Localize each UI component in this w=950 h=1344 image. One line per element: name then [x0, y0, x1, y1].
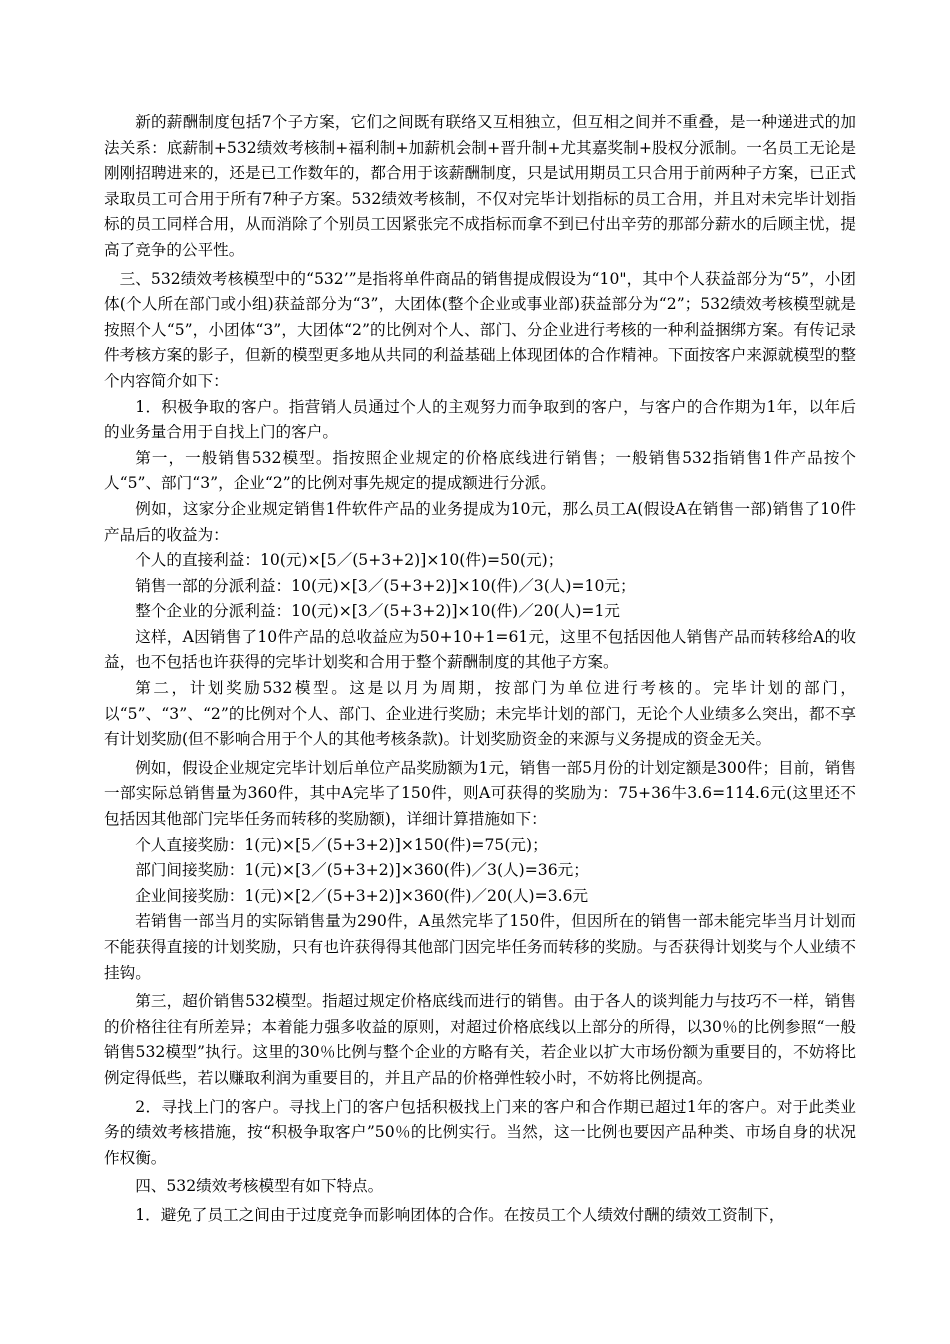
formula-personal-benefit: 个人的直接利益：10(元)×[5／(5+3+2)]×10(件)=50(元)；	[135, 551, 564, 570]
formula-company-reward: 企业间接奖励：1(元)×[2／(5+3+2)]×360(件)／20(人)=3.6元	[135, 886, 589, 905]
formula-personal-reward: 个人直接奖励：1(元)×[5／(5+3+2)]×150(件)=75(元)；	[135, 835, 548, 854]
paragraph-example-1: 例如，这家分企业规定销售1件软件产品的业务提成为10元，那么员工A(假设A在销售一部)销售了10件产品后的收益为：	[104, 499, 856, 544]
paragraph-section-3-heading: 三、532绩效考核模型中的“532’”是指将单件商品的销售提成假设为“10"，其中个人获益部分为“5”，小团体(个人所在部门或小组)获益部分为“3”，大团体(整个企业或事业部)获益部分为“2”；532绩效考核模型就是按照个人“5”，小团体“3”，大团体“2”的比例对个人、部门、分企业进行考核的一种利益捆绑方案。有传记录件考核方案的影子，但新的模型更多地从共同的利益基础上体现团体的合作精神。下面按客户来源就模型的整个内容简介如下：	[104, 269, 856, 390]
paragraph-unmet-plan: 若销售一部当月的实际销售量为290件，A虽然完毕了150件，但因所在的销售一部未能完毕当月计划而不能获得直接的计划奖励，只有也许获得得其他部门因完毕任务而转移的奖励。与否获得计划奖与个人业绩不挂钩。	[104, 912, 856, 982]
paragraph-feature-1: 1．避免了员工之间由于过度竞争而影响团体的合作。在按员工个人绩效付酬的绩效工资制下，	[135, 1205, 785, 1224]
formula-company-benefit: 整个企业的分派利益：10(元)×[3／(5+3+2)]×10(件)／20(人)=1元	[135, 602, 620, 621]
document-page	[104, 110, 856, 1229]
paragraph-premium-sales-model: 第三，超价销售532模型。指超过规定价格底线而进行的销售。由于各人的谈判能力与技巧不一样，销售的价格往往有所差异；本着能力强多收益的原则，对超过价格底线以上部分的所得，以30％的比例参照“一般销售532模型”执行。这里的30％比例与整个企业的方略有关，若企业以扩大市场份额为重要目的，不妨将比例定得低些，若以赚取利润为重要目的，并且产品的价格弹性较小时，不妨将比例提高。	[104, 992, 856, 1087]
paragraph-section-4-heading: 四、532绩效考核模型有如下特点。	[135, 1177, 384, 1196]
paragraph-walk-in-clients: 2．寻找上门的客户。寻找上门的客户包括积极找上门来的客户和合作期已超过1年的客户。对于此类业务的绩效考核措施，按“积极争取客户”50％的比例实行。当然，这一比例也要因产品种类、市场自身的状况作权衡。	[104, 1097, 856, 1167]
paragraph-salary-intro: 新的薪酬制度包括7个子方案，它们之间既有联络又互相独立，但互相之间并不重叠，是一种递进式的加法关系：底薪制+532绩效考核制+福利制+加薪机会制+晋升制+尤其嘉奖制+股权分派制。一名员工无论是刚刚招聘进来的，还是已工作数年的，都合用于该薪酬制度，只是试用期员工只合用于前两种子方案，已正式录取员工可合用于所有7种子方案。532绩效考核制，不仅对完毕计划指标的员工合用，并且对未完毕计划指标的员工同样合用，从而消除了个别员工因紧张完不成指标而拿不到已付出辛劳的那部分薪水的后顾主忧，提高了竞争的公平性。	[104, 113, 856, 259]
formula-department-benefit: 销售一部的分派利益：10(元)×[3／(5+3+2)]×10(件)／3(人)=10元；	[135, 576, 636, 595]
paragraph-active-clients: 1．积极争取的客户。指营销人员通过个人的主观努力而争取到的客户，与客户的合作期为1年，以年后的业务量合用于自找上门的客户。	[104, 397, 856, 442]
formula-department-reward: 部门间接奖励：1(元)×[3／(5+3+2)]×360(件)／3(人)=36元；	[135, 861, 589, 880]
paragraph-total-income: 这样，A因销售了10件产品的总收益应为50+10+1=61元，这里不包括因他人销售产品而转移给A的收益，也不包括也许获得的完毕计划奖和合用于整个薪酬制度的其他子方案。	[104, 627, 856, 672]
paragraph-general-sales-model: 第一，一般销售532模型。指按照企业规定的价格底线进行销售；一般销售532指销售1件产品按个人“5”、部门“3”，企业“2”的比例对事先规定的提成额进行分派。	[104, 448, 856, 493]
paragraph-example-2: 例如，假设企业规定完毕计划后单位产品奖励额为1元，销售一部5月份的计划定额是300件；目前，销售一部实际总销售量为360件，其中A完毕了150件，则A可获得的奖励为：75+36牛3.6=114.6元(这里还不包括因其他部门完毕任务而转移的奖励额)，详细计算措施如下：	[104, 758, 856, 829]
paragraph-plan-reward-model: 第二，计划奖励532模型。这是以月为周期，按部门为单位进行考核的。完毕计划的部门，以“5”、“3”、“2”的比例对个人、部门、企业进行奖励；未完毕计划的部门，无论个人业绩多么突出，都不享有计划奖励(但不影响合用于个人的其他考核条款)。计划奖励资金的来源与义务提成的资金无关。	[104, 679, 856, 749]
